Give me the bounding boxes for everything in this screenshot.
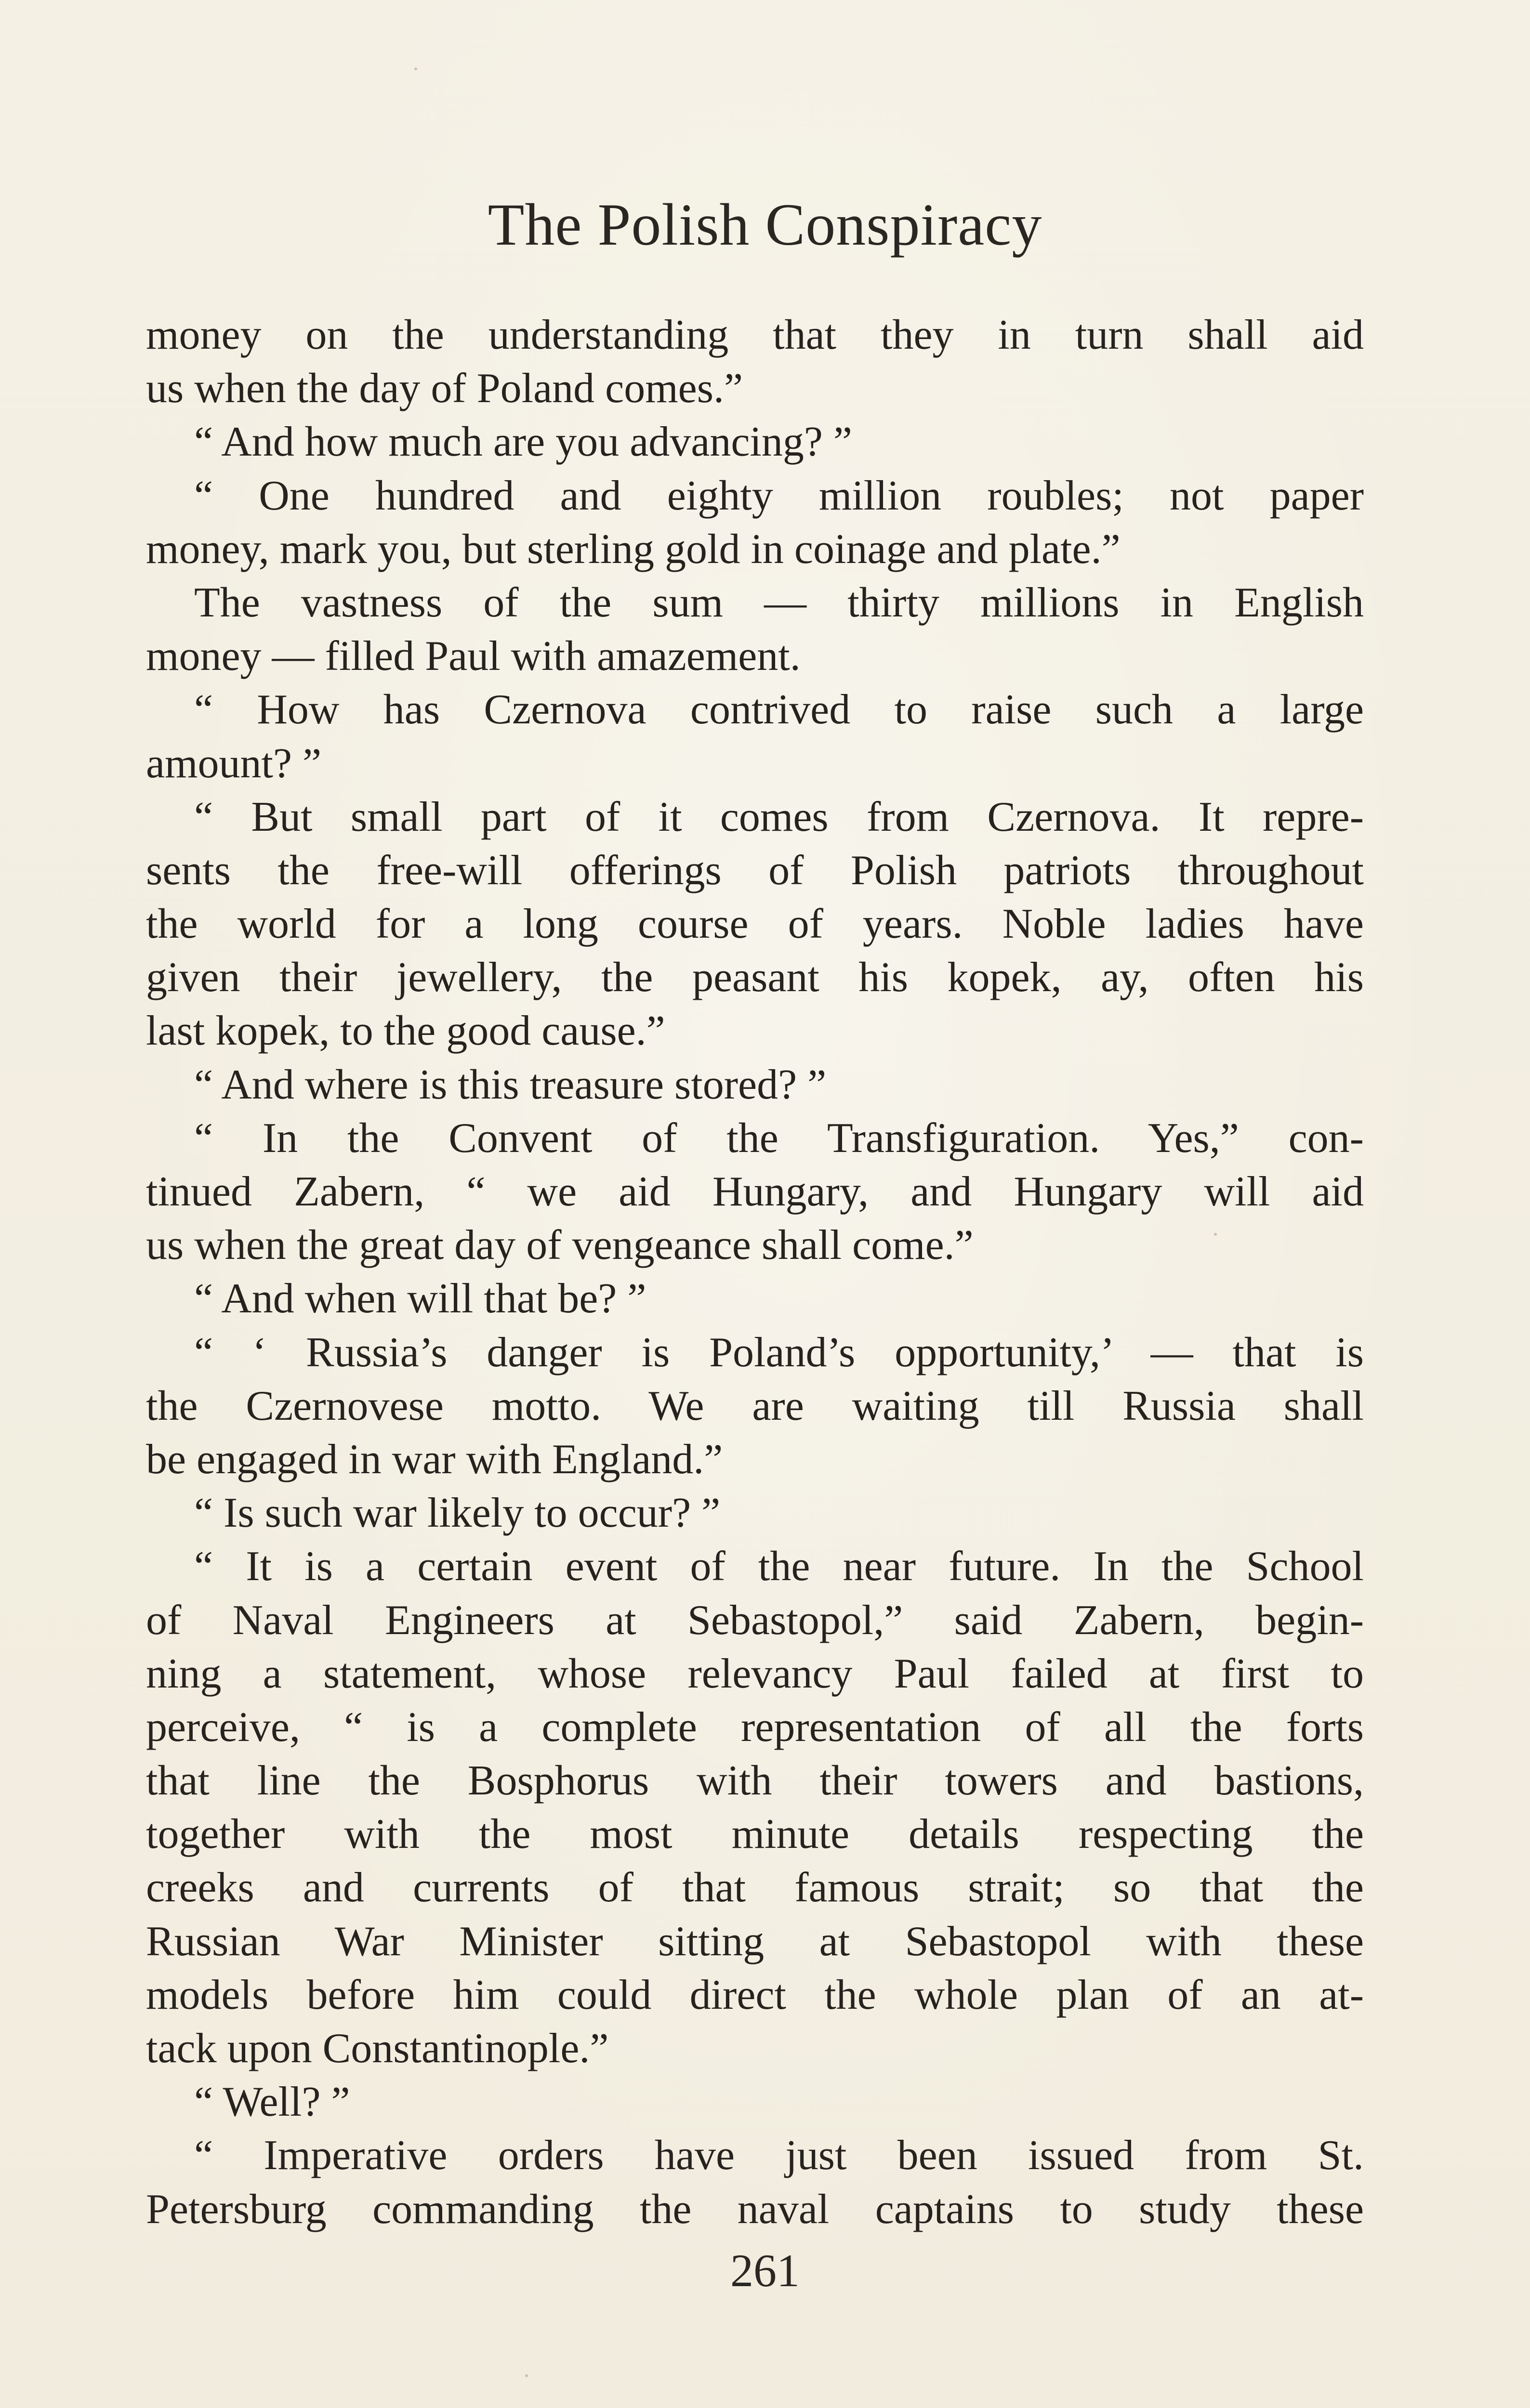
text-line: “ ‘ Russia’s danger is Poland’s opportunity,’ — that is <box>194 1329 1364 1376</box>
text-line: creeks and currents of that famous strait; so that the <box>146 1864 1364 1911</box>
text-line: us when the great day of vengeance shall come.” <box>146 1222 974 1269</box>
text-line: given their jewellery, the peasant his kopek, ay, often his <box>146 954 1364 1001</box>
page-number: 261 <box>730 2245 800 2296</box>
text-line: Russian War Minister sitting at Sebastopol with these <box>146 1918 1364 1965</box>
text-line: “ Is such war likely to occur? ” <box>194 1490 721 1537</box>
text-line: “ Imperative orders have just been issued from St. <box>194 2132 1364 2179</box>
text-line: tack upon Constantinople.” <box>146 2025 609 2072</box>
text-line: the world for a long course of years. Noble ladies have <box>146 901 1364 948</box>
text-line: Petersburg commanding the naval captains to study these <box>146 2186 1364 2233</box>
text-line: perceive, “ is a complete representation of all the forts <box>146 1703 1364 1751</box>
text-line: of Naval Engineers at Sebastopol,” said Zabern, begin- <box>146 1597 1364 1644</box>
text-line: money, mark you, but sterling gold in coinage and plate.” <box>146 525 1121 573</box>
text-line: models before him could direct the whole plan of an at- <box>146 1971 1364 2018</box>
text-line: sents the free-will offerings of Polish patriots throughout <box>146 847 1364 894</box>
text-line: money on the understanding that they in turn shall aid <box>146 312 1364 358</box>
text-line: “ How has Czernova contrived to raise such a large <box>194 686 1364 733</box>
running-head: The Polish Conspiracy <box>488 192 1042 258</box>
text-line: together with the most minute details respecting the <box>146 1811 1364 1858</box>
body-text <box>146 308 1364 2236</box>
text-line: “ And when will that be? ” <box>194 1275 646 1322</box>
text-line: “ Well? ” <box>194 2079 350 2126</box>
text-line: money — filled Paul with amazement. <box>146 633 801 680</box>
text-line: tinued Zabern, “ we aid Hungary, and Hungary will aid <box>146 1168 1364 1215</box>
paper-speck <box>414 67 417 70</box>
text-line: be engaged in war with England.” <box>146 1436 723 1483</box>
text-line: The vastness of the sum — thirty millions in English <box>194 579 1364 626</box>
text-line: “ But small part of it comes from Czernova. It repre- <box>194 793 1364 840</box>
text-line: “ It is a certain event of the near future. In the School <box>194 1543 1364 1590</box>
text-line: the Czernovese motto. We are waiting till Russia shall <box>146 1382 1364 1429</box>
text-line: that line the Bosphorus with their towers and bastions, <box>146 1757 1364 1805</box>
text-line: last kopek, to the good cause.” <box>146 1008 665 1055</box>
text-line: amount? ” <box>146 740 322 787</box>
text-line: “ And how much are you advancing? ” <box>194 419 852 466</box>
text-line: “ And where is this treasure stored? ” <box>194 1061 827 1108</box>
text-line: “ One hundred and eighty million roubles; not paper <box>194 472 1364 519</box>
text-line: ning a statement, whose relevancy Paul failed at first to <box>146 1650 1364 1697</box>
text-line: “ In the Convent of the Transfiguration. Yes,” con- <box>194 1114 1364 1162</box>
paper-speck <box>1214 1233 1217 1236</box>
paper-speck <box>525 2374 528 2377</box>
text-line: us when the day of Poland comes.” <box>146 365 743 412</box>
